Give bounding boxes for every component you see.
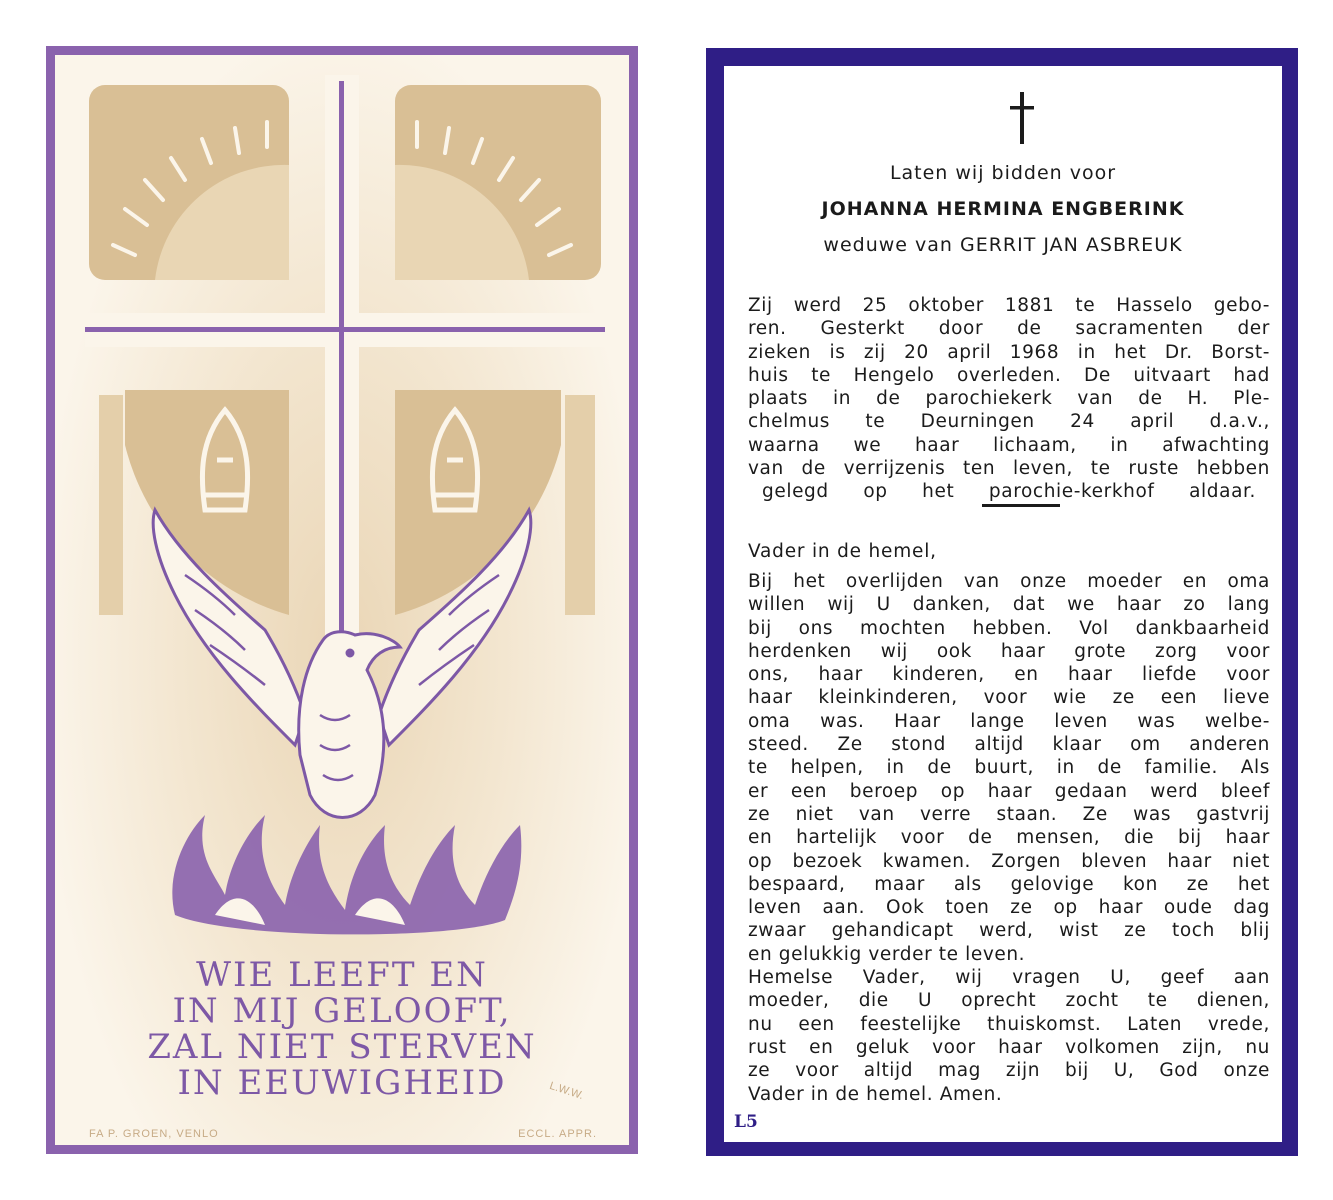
prayer-line: nu een feestelijke thuiskomst. Laten vrede,	[748, 1013, 1270, 1035]
biography-line: Zij werd 25 oktober 1881 te Hasselo gebo-	[748, 295, 1270, 316]
prayer-text	[748, 570, 1270, 1106]
prayer-line: zwaar gehandicapt werd, wist ze toch blij	[748, 920, 1270, 942]
biography-line: chelmus te Deurningen 24 april d.a.v.,	[748, 411, 1270, 433]
prayer-line: rust en geluk voor haar volkomen zijn, nu	[748, 1036, 1270, 1058]
prayer-line: op bezoek kwamen. Zorgen bleven haar niet	[748, 850, 1270, 872]
prayer-line: te helpen, in de buurt, in de familie. Als	[748, 757, 1270, 779]
motto-text	[55, 957, 629, 1101]
motto-line: IN MIJ GELOOFT,	[172, 991, 512, 1031]
prayer-line: bespaard, maar als gelovige kon ze het	[748, 873, 1270, 895]
prayer-line: bij ons mochten hebben. Vol dankbaarheid	[748, 617, 1270, 639]
biography-line: huis te Hengelo overleden. De uitvaart had	[748, 364, 1270, 386]
ecclesiastical-approval: ECCL. APPR.	[518, 1128, 597, 1140]
prayer-heading: Laten wij bidden voor	[889, 162, 1117, 184]
prayer-line: ze niet van verre staan. Ze was gastvrij	[748, 803, 1270, 825]
prayer-line: en hartelijk voor de mensen, die bij haar	[748, 827, 1270, 849]
prayer-line: Vader in de hemel. Amen.	[748, 1083, 1003, 1105]
biography-line: van de verrijzenis ten leven, te ruste hebben	[748, 458, 1270, 480]
flames-icon	[172, 815, 521, 934]
prayer-line: willen wij U danken, dat we haar zo lang	[748, 594, 1270, 616]
latin-cross-icon	[1004, 90, 1040, 146]
prayer-line: ons, haar kinderen, en haar liefde voor	[748, 664, 1270, 686]
prayer-line: moeder, die U oprecht zocht te dienen,	[748, 990, 1270, 1012]
widow-of-line: weduwe van GERRIT JAN ASBREUK	[823, 234, 1183, 256]
card-code: L5	[734, 1112, 758, 1132]
memorial-card-back	[706, 48, 1298, 1156]
motto-line: WIE LEEFT EN	[196, 955, 488, 995]
prayer-line: ze voor altijd mag zijn bij U, God onze	[748, 1060, 1270, 1082]
memorial-card-front	[46, 46, 638, 1154]
biography-line: zieken is zij 20 april 1968 in het Dr. Borst-	[748, 341, 1270, 363]
deceased-name: JOHANNA HERMINA ENGBERINK	[821, 198, 1185, 220]
artist-initials: L.W.W.	[547, 1079, 585, 1103]
prayer-line: er een beroep op haar gedaan werd bleef	[748, 780, 1270, 802]
prayer-line: steed. Ze stond altijd klaar om anderen	[748, 734, 1270, 756]
biography-line: ren. Gesterkt door de sacramenten der	[748, 318, 1270, 340]
biography	[748, 294, 1270, 504]
motto-line: IN EEUWIGHEID	[177, 1063, 507, 1103]
printer-credit: FA P. GROEN, VENLO	[89, 1128, 219, 1140]
prayer-address: Vader in de hemel,	[748, 541, 937, 562]
prayer-line: herdenken wij ook haar grote zorg voor	[748, 640, 1270, 662]
section-divider	[982, 504, 1060, 507]
prayer-line: Bij het overlijden van onze moeder en oma	[748, 571, 1270, 592]
prayer-line: haar kleinkinderen, voor wie ze een lieve	[748, 687, 1270, 709]
prayer-line: en gelukkig verder te leven.	[748, 943, 1026, 965]
motto-line: ZAL NIET STERVEN	[147, 1027, 537, 1067]
biography-line: gelegd op het parochie-kerkhof aldaar.	[762, 481, 1256, 503]
card-front-panel	[55, 55, 629, 1145]
prayer-line: Hemelse Vader, wij vragen U, geef aan	[748, 967, 1270, 989]
prayer-line: oma was. Haar lange leven was welbe-	[748, 710, 1270, 732]
card-back-panel	[724, 66, 1282, 1142]
prayer-line: leven aan. Ook toen ze op haar oude dag	[748, 897, 1270, 919]
biography-line: plaats in de parochiekerk van de H. Ple-	[748, 388, 1270, 410]
biography-line: waarna we haar lichaam, in afwachting	[748, 434, 1270, 456]
